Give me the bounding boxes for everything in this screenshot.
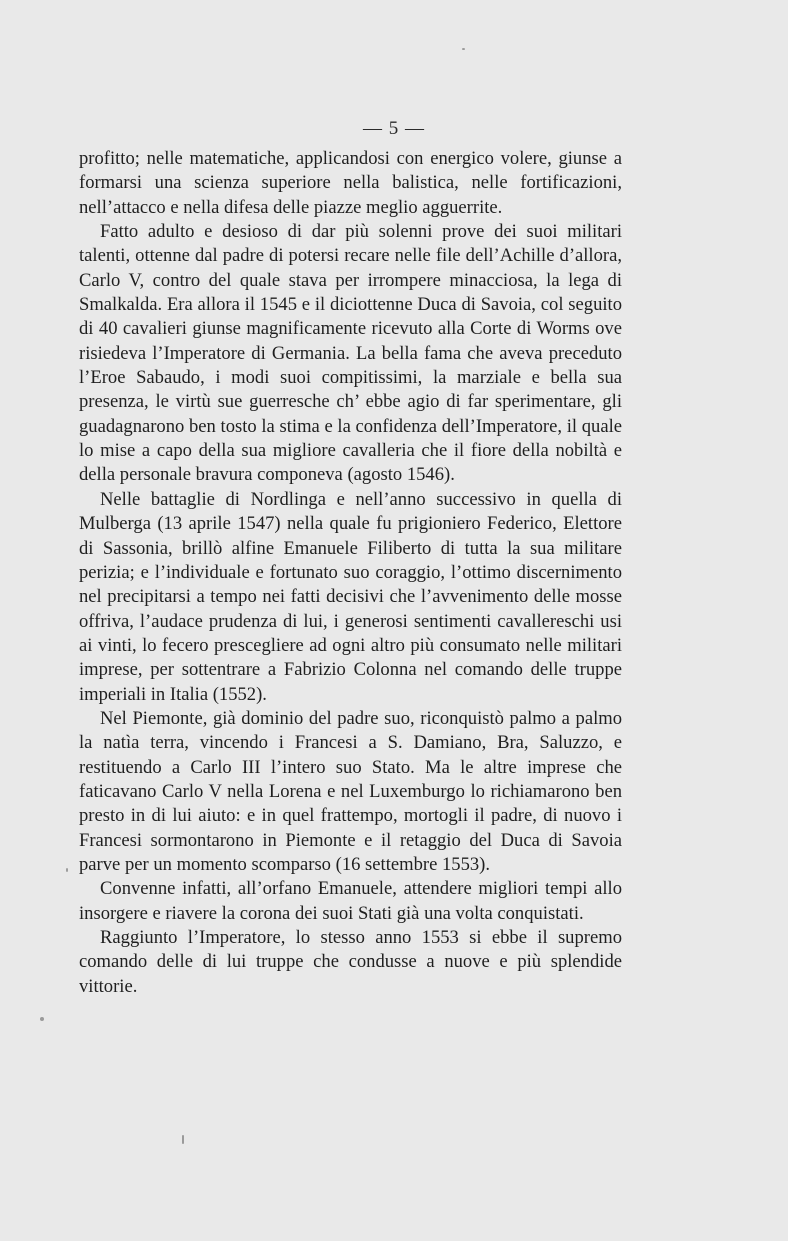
paper-speck bbox=[40, 1017, 44, 1021]
paragraph: profitto; nelle matematiche, applicandosi con energico volere, giunse a formarsi una scienza superiore nella balistica, nelle fortificazioni, nell’attacco e nella difesa delle piazze meglio agguerrite. bbox=[79, 148, 622, 218]
page-number: — 5 — bbox=[363, 118, 425, 139]
paragraph: Convenne infatti, all’orfano Emanuele, attendere migliori tempi allo insorgere e riavere la corona dei suoi Stati già una volta conquistati. bbox=[79, 878, 622, 924]
paper-speck bbox=[182, 1135, 184, 1144]
body-text bbox=[79, 147, 622, 999]
paragraph: Fatto adulto e desioso di dar più solenni prove dei suoi militari talenti, ottenne dal padre di potersi recare nelle file dell’Achille d’allora, Carlo V, contro del quale stava per irrompere minacciosa, la lega di Smalkalda. Era allora il 1545 e il diciottenne Duca di Savoia, col seguito di 40 cavalieri giunse magnificamente ricevuto alla Corte di Worms ove risiedeva l’Imperatore di Germania. La bella fama che aveva preceduto l’Eroe Sabaudo, i modi suoi compitissimi, la marziale e bella sua presenza, le virtù sue guerresche ch’ ebbe agio di far sperimentare, gli guadagnarono ben tosto la stima e la confidenza dell’Imperatore, il quale lo mise a capo della sua migliore cavalleria che il fiore della nobiltà e della personale bravura componeva (agosto 1546). bbox=[79, 221, 622, 486]
paragraph: Raggiunto l’Imperatore, lo stesso anno 1553 si ebbe il supremo comando delle di lui truppe che condusse a nuove e più splendide vittorie. bbox=[79, 927, 622, 997]
paper-speck bbox=[66, 868, 68, 872]
paragraph: Nelle battaglie di Nordlinga e nell’anno successivo in quella di Mulberga (13 aprile 1547) nella quale fu prigioniero Federico, Elettore di Sassonia, brillò alfine Emanuele Filiberto di tutta la sua militare perizia; e l’individuale e fortunato suo coraggio, l’ottimo discernimento nel precipitarsi a tempo nei fatti decisivi che l’avvenimento delle mosse offriva, l’audace prudenza di lui, i generosi sentimenti cavallereschi usi ai vinti, lo fecero prescegliere ad ogni altro più consumato nelle militari imprese, per sottentrare a Fabrizio Colonna nel comando delle truppe imperiali in Italia (1552). bbox=[79, 488, 622, 705]
paragraph: Nel Piemonte, già dominio del padre suo, riconquistò palmo a palmo la natìa terra, vincendo i Francesi a S. Damiano, Bra, Saluzzo, e restituendo a Carlo III l’intero suo Stato. Ma le altre imprese che faticavano Carlo V nella Lorena e nel Luxemburgo lo richiamarono ben presto in di lui aiuto: e in quel frattempo, mortogli il padre, di nuovo i Francesi sormontarono in Piemonte e il retaggio del Duca di Savoia parve per un momento scomparso (16 settembre 1553). bbox=[79, 707, 622, 875]
paper-speck bbox=[462, 48, 465, 50]
